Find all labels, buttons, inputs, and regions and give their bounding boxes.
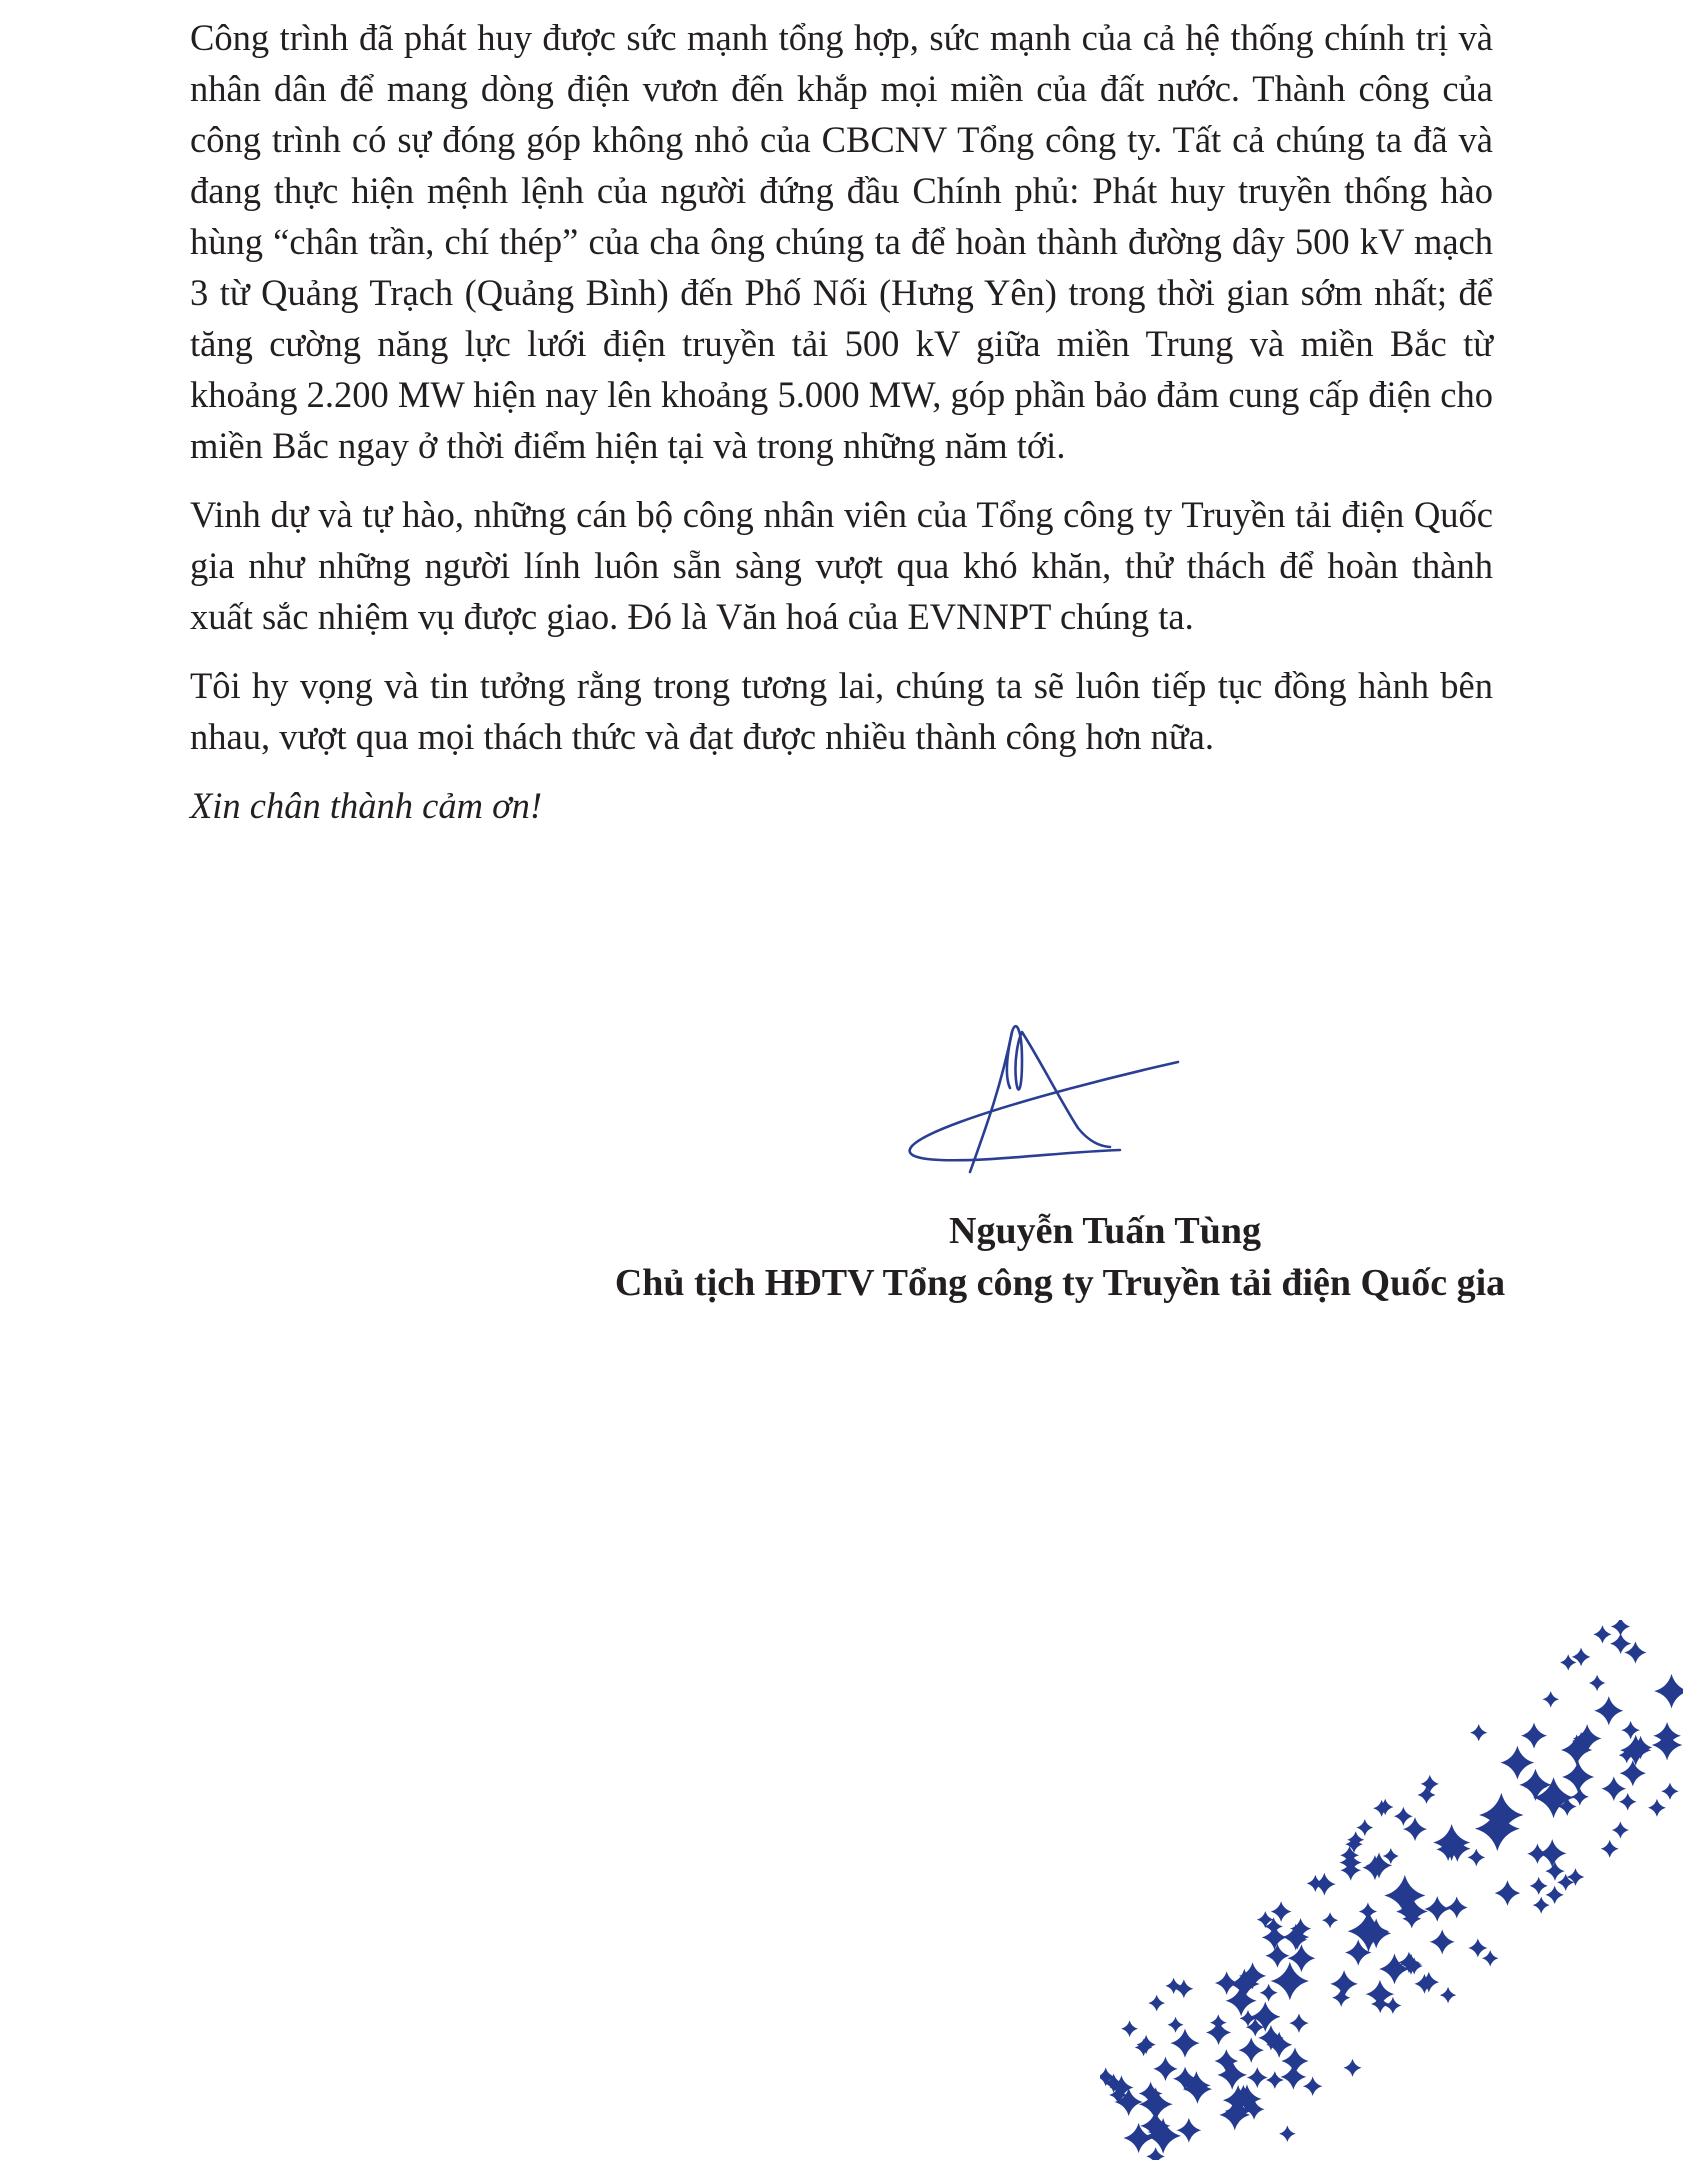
signature-icon — [900, 1020, 1180, 1190]
signer-title: Chủ tịch HĐTV Tổng công ty Truyền tải điện Quốc gia — [614, 1262, 1506, 1304]
closing-line: Xin chân thành cảm ơn! — [190, 785, 542, 826]
signer-block — [560, 1205, 1560, 1309]
four-point-star-pattern-icon — [1100, 1620, 1683, 2160]
paragraph-3: Tôi hy vọng và tin tưởng rằng trong tương lai, chúng ta sẽ luôn tiếp tục đồng hành bên nhau, vượt qua mọi thách thức và đạt được nhiều thành công hơn nữa. — [190, 665, 1493, 757]
paragraph-2: Vinh dự và tự hào, những cán bộ công nhân viên của Tổng công ty Truyền tải điện Quốc gia như những người lính luôn sẵn sàng vượt qua khó khăn, thử thách để hoàn thành xuất sắc nhiệm vụ được giao. Đó là Văn hoá của EVNNPT chúng ta. — [190, 494, 1493, 637]
letter-body — [190, 12, 1493, 849]
paragraph-1: Công trình đã phát huy được sức mạnh tổng hợp, sức mạnh của cả hệ thống chính trị và nhân dân để mang dòng điện vươn đến khắp mọi miền của đất nước. Thành công của công trình có sự đóng góp không nhỏ của CBCNV Tổng công ty. Tất cả chúng ta đã và đang thực hiện mệnh lệnh của người đứng đầu Chính phủ: Phát huy truyền thống hào hùng “chân trần, chí thép” của cha ông chúng ta để hoàn thành đường dây 500 kV mạch 3 từ Quảng Trạch (Quảng Bình) đến Phố Nối (Hưng Yên) trong thời gian sớm nhất; để tăng cường năng lực lưới điện truyền tải 500 kV giữa miền Trung và miền Bắc từ khoảng 2.200 MW hiện nay lên khoảng 5.000 MW, góp phần bảo đảm cung cấp điện cho miền Bắc ngay ở thời điểm hiện tại và trong những năm tới. — [190, 17, 1493, 466]
signer-name: Nguyễn Tuấn Tùng — [949, 1210, 1261, 1252]
